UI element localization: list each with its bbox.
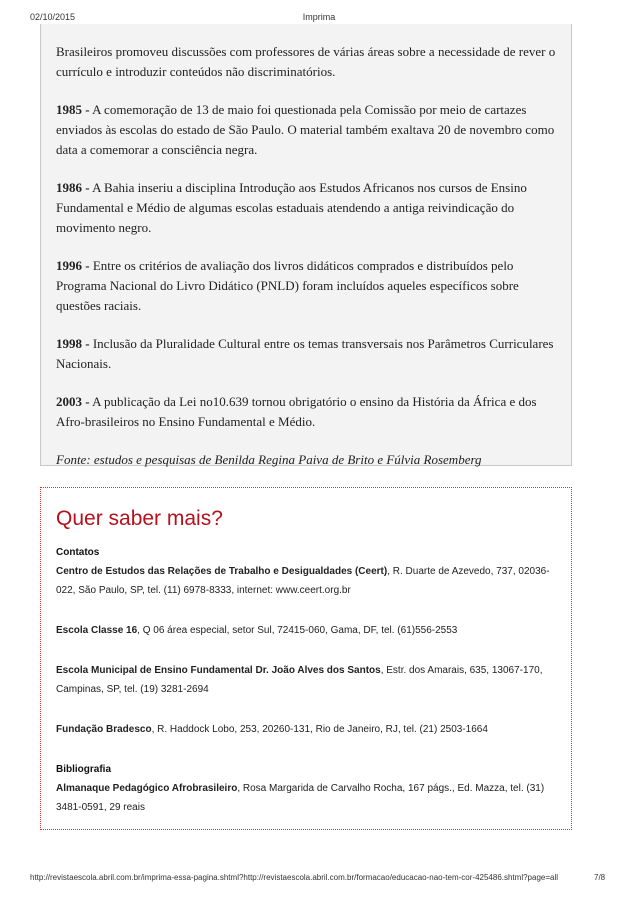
bibliography-heading: Bibliografia [56,764,112,775]
more-info-title: Quer saber mais? [56,507,223,530]
contact-details: , R. Haddock Lobo, 253, 20260-131, Rio de Janeiro, RJ, tel. (21) 2503-1664 [151,724,488,735]
contact-details: , Q 06 área especial, setor Sul, 72415-060, Gama, DF, tel. (61)556-2553 [137,625,458,636]
print-footer-page-number: 7/8 [594,873,606,882]
timeline-year: 1998 - [56,336,90,351]
more-info-content [56,506,562,838]
timeline-text: A comemoração de 13 de maio foi questionada pela Comissão por meio de cartazes enviados às escolas do estado de São Paulo. O material também exaltava 20 de novembro como data a comemorar a consciência negra. [56,102,555,157]
timeline-content [56,42,562,488]
contact-entry [56,562,562,600]
timeline-item-1985 [56,100,562,160]
bibliography-entry [56,779,562,817]
contact-name: Fundação Bradesco [56,724,152,735]
contact-details: , Estr. dos Amarais, 635, 13067-170, Campinas, SP, tel. (19) 3281-2694 [56,665,543,695]
contact-name: Escola Classe 16 [56,625,138,636]
timeline-year: 1996 - [56,258,90,273]
timeline-box [40,24,572,466]
print-header-date: 02/10/2015 [30,12,76,22]
timeline-text: A Bahia inseriu a disciplina Introdução aos Estudos Africanos nos cursos de Ensino Fundamental e Médio de algumas escolas estaduais atendendo a antiga reivindicação do movimento negro. [56,180,527,235]
print-footer-url: http://revistaescola.abril.com.br/imprima-essa-pagina.shtml?http://revistaescola.abril.com.br/formacao/educacao-nao-tem-cor-425486.shtml?page=all [30,873,559,882]
contact-entry [56,720,562,739]
contact-entry [56,621,562,640]
timeline-year: 1985 - [56,102,90,117]
timeline-item-1996 [56,256,562,316]
timeline-year: 2003 - [56,394,90,409]
print-header-title: Imprima [302,12,336,22]
contact-entry [56,661,562,699]
timeline-intro: Brasileiros promoveu discussões com professores de várias áreas sobre a necessidade de rever o currículo e introduzir conteúdos não discriminatórios. [56,44,556,79]
timeline-text: Entre os critérios de avaliação dos livros didáticos comprados e distribuídos pelo Programa Nacional do Livro Didático (PNLD) foram incluídos aqueles específicos sobre questões raciais. [56,258,519,313]
contacts-heading: Contatos [56,547,100,558]
timeline-text: Inclusão da Pluralidade Cultural entre os temas transversais nos Parâmetros Curriculares Nacionais. [56,336,554,371]
timeline-item-2003 [56,392,562,432]
contact-name: Centro de Estudos das Relações de Trabalho e Desigualdades (Ceert) [56,566,388,577]
timeline-source: Fonte: estudos e pesquisas de Benilda Regina Paiva de Brito e Fúlvia Rosemberg [56,452,482,467]
timeline-year: 1986 - [56,180,90,195]
timeline-item-1986 [56,178,562,238]
timeline-text: A publicação da Lei no10.639 tornou obrigatório o ensino da História da África e dos Afro-brasileiros no Ensino Fundamental e Médio. [56,394,537,429]
bibliography-details: , Rosa Margarida de Carvalho Rocha, 167 págs., Ed. Mazza, tel. (31) 3481-0591, 29 reais [56,783,545,813]
bibliography-title: Almanaque Pedagógico Afrobrasileiro [56,783,238,794]
timeline-item-1998 [56,334,562,374]
contact-name: Escola Municipal de Ensino Fundamental Dr. João Alves dos Santos [56,665,381,676]
contact-details: , R. Duarte de Azevedo, 737, 02036-022, São Paulo, SP, tel. (11) 6978-8333, internet: www.ceert.org.br [56,566,550,596]
more-info-box [40,487,572,830]
